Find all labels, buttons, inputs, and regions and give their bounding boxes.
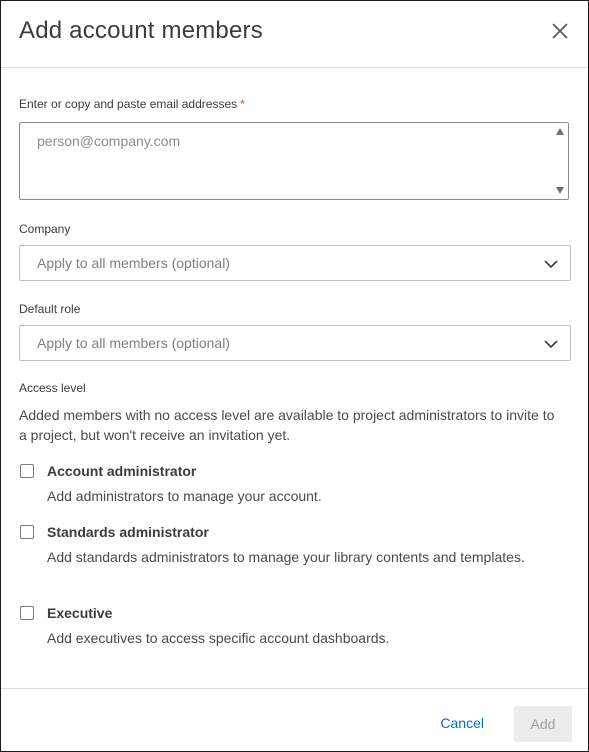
- executive-checkbox[interactable]: [20, 606, 34, 620]
- add-button[interactable]: Add: [514, 706, 572, 742]
- email-label-text: Enter or copy and paste email addresses: [19, 97, 238, 111]
- default-role-select[interactable]: [19, 325, 571, 361]
- account-administrator-title: Account administrator: [47, 463, 197, 479]
- email-textarea[interactable]: [19, 122, 569, 200]
- standards-administrator-checkbox[interactable]: [20, 525, 34, 539]
- executive-description: Add executives to access specific account dashboards.: [47, 630, 390, 646]
- standards-administrator-title: Standards administrator: [47, 524, 209, 540]
- email-placeholder: person@company.com: [37, 133, 181, 149]
- dialog-footer: [1, 688, 588, 751]
- executive-title: Executive: [47, 605, 113, 621]
- dialog-title: Add account members: [19, 17, 263, 44]
- required-marker: *: [240, 97, 245, 111]
- access-level-description: Added members with no access level are available to project administrators to invite to a project, but won't receive an invitation yet.: [19, 407, 555, 443]
- close-icon[interactable]: [550, 21, 570, 41]
- company-label: Company: [19, 222, 71, 236]
- account-administrator-checkbox[interactable]: [20, 464, 34, 478]
- dialog-header: [1, 1, 588, 68]
- account-administrator-description: Add administrators to manage your account.: [47, 488, 322, 504]
- scroll-down-arrow-icon[interactable]: [556, 187, 564, 194]
- chevron-down-icon: [544, 337, 558, 351]
- default-role-placeholder: Apply to all members (optional): [37, 335, 230, 351]
- scroll-up-arrow-icon[interactable]: [556, 128, 564, 135]
- company-select[interactable]: [19, 245, 571, 281]
- default-role-label: Default role: [19, 302, 81, 316]
- company-placeholder: Apply to all members (optional): [37, 255, 230, 271]
- access-level-label: Access level: [19, 381, 86, 395]
- cancel-button[interactable]: Cancel: [440, 715, 484, 731]
- chevron-down-icon: [544, 257, 558, 271]
- email-field-label: [19, 97, 245, 111]
- standards-administrator-description: Add standards administrators to manage your library contents and templates.: [47, 549, 525, 565]
